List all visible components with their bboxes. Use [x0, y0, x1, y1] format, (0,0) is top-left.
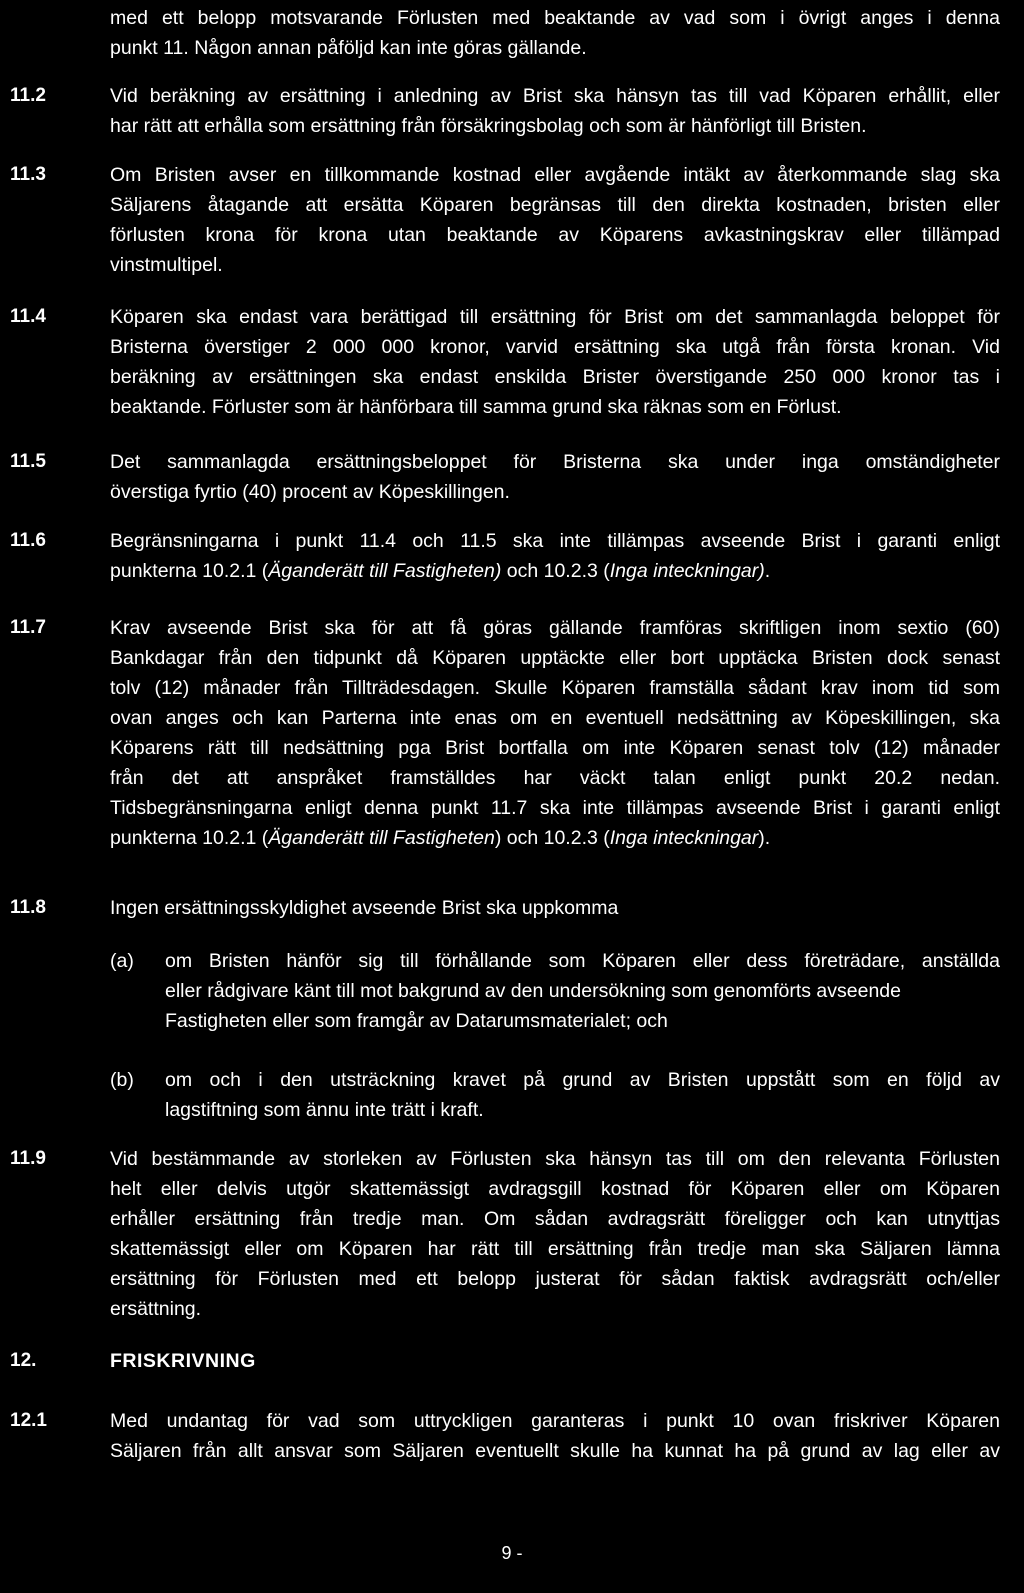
clause-text [110, 160, 1000, 280]
text-line: Begränsningarna i punkt 11.4 och 11.5 ska inte tillämpas avseende Brist i garanti enligt [110, 530, 1000, 552]
sub-item-text [165, 946, 1000, 1036]
clause-number: 11.3 [10, 164, 46, 185]
clause-number: 11.6 [10, 530, 46, 551]
text-line: Bankdagar från den tidpunkt då Köparen upptäckte eller bort upptäcka Bristen dock senast [110, 647, 1000, 669]
text-line: Säljarens åtagande att ersätta Köparen begränsas till den direkta kostnaden, bristen eller [110, 194, 1000, 216]
text-line: beaktande. Förluster som är hänförbara till samma grund ska räknas som en Förlust. [110, 396, 842, 418]
clause-number: 11.7 [10, 617, 46, 638]
text-line: Vid bestämmande av storleken av Förlusten ska hänsyn tas till om den relevanta Förlusten [110, 1148, 1000, 1170]
text-line [110, 823, 1000, 853]
section-heading-text [110, 1346, 1000, 1376]
sub-item-label: (b) [110, 1069, 134, 1091]
clause-number: 11.9 [10, 1148, 46, 1169]
sub-item-label: (a) [110, 950, 134, 972]
text-line: eller rådgivare känt till mot bakgrund av den undersökning som genomförts avseende [165, 980, 902, 1002]
text-run: punkterna 10.2.1 ( [110, 560, 269, 582]
text-line: Om Bristen avser en tillkommande kostnad eller avgående intäkt av återkommande slag ska [110, 164, 1000, 186]
text-run: ) och 10.2.3 ( [494, 827, 610, 849]
text-line: Krav avseende Brist ska för att få göras gällande framföras skriftligen inom sextio (60) [110, 617, 1000, 639]
text-line: skattemässigt eller om Köparen har rätt till ersättning från tredje man ska Säljaren lämna [110, 1238, 1000, 1260]
sub-item-text [165, 1065, 1000, 1125]
text-run: och 10.2.3 ( [501, 560, 610, 582]
text-line: med ett belopp motsvarande Förlusten med beaktande av vad som i övrigt anges i denna [110, 7, 1000, 29]
section-title: FRISKRIVNING [110, 1350, 256, 1372]
clause-text [110, 302, 1000, 422]
text-line: ersättning för Förlusten med ett belopp justerat för sådan faktisk avdragsrätt och/eller [110, 1268, 1000, 1290]
text-line: punkt 11. Någon annan påföljd kan inte göras gällande. [110, 37, 587, 59]
clause-number: 11.5 [10, 451, 46, 472]
text-line [110, 556, 1000, 586]
text-run: ). [758, 827, 771, 849]
text-line: ersättning. [110, 1298, 202, 1320]
text-line: erhåller ersättning från tredje man. Om sådan avdragsrätt föreligger och kan utnyttjas [110, 1208, 1000, 1230]
text-line: beräkning av ersättningen ska endast enskilda Brister överstigande 250 000 kronor tas i [110, 366, 1000, 388]
page-number: 9 - [501, 1543, 523, 1563]
clause-number: 11.4 [10, 306, 46, 327]
text-line: överstiga fyrtio (40) procent av Köpeskillingen. [110, 481, 510, 503]
text-line: Fastigheten eller som framgår av Datarumsmaterialet; och [165, 1010, 668, 1032]
defined-term-italic: Inga inteckningar) [609, 560, 765, 582]
text-line: har rätt att erhålla som ersättning från försäkringsbolag och som är hänförligt till Bristen. [110, 115, 867, 137]
text-line: Vid beräkning av ersättning i anledning av Brist ska hänsyn tas till vad Köparen erhållit, eller [110, 85, 1000, 107]
text-line: Ingen ersättningsskyldighet avseende Brist ska uppkomma [110, 897, 619, 919]
defined-term-italic: Äganderätt till Fastigheten [268, 827, 495, 849]
text-run: punkterna 10.2.1 ( [110, 827, 269, 849]
section-number: 12. [10, 1350, 37, 1371]
clause-text [110, 1406, 1000, 1466]
text-line: tolv (12) månader från Tillträdesdagen. Skulle Köparen framställa sådant krav inom tid som [110, 677, 1000, 699]
text-line: Bristerna överstiger 2 000 000 kronor, varvid ersättning ska utgå från första kronan. Vid [110, 336, 1000, 358]
text-line: ovan anges och kan Parterna inte enas om en eventuell nedsättning av Köpeskillingen, ska [110, 707, 1000, 729]
paragraph-text [110, 3, 1000, 63]
defined-term-italic: Äganderätt till Fastigheten) [268, 560, 502, 582]
text-line: Tidsbegränsningarna enligt denna punkt 11.7 ska inte tillämpas avseende Brist i garanti enligt [110, 797, 1000, 819]
clause-text [110, 447, 1000, 507]
text-line: helt eller delvis utgör skattemässigt avdragsgill kostnad för Köparen eller om Köparen [110, 1178, 1000, 1200]
clause-number: 11.2 [10, 85, 46, 106]
text-line: Det sammanlagda ersättningsbeloppet för Bristerna ska under inga omständigheter [110, 451, 1000, 473]
clause-text [110, 1144, 1000, 1324]
text-line: Köparen ska endast vara berättigad till ersättning för Brist om det sammanlagda beloppet för [110, 306, 1000, 328]
clause-text [110, 81, 1000, 141]
text-line: Säljaren från allt ansvar som Säljaren eventuellt skulle ha kunnat ha på grund av lag eller av [110, 1440, 1000, 1462]
text-line: lagstiftning som ännu inte trätt i kraft. [165, 1099, 484, 1121]
clause-number: 11.8 [10, 897, 46, 918]
text-line: från det att anspråket framställdes har väckt talan enligt punkt 20.2 nedan. [110, 767, 1000, 789]
text-line: Köparens rätt till nedsättning pga Brist bortfalla om inte Köparen senast tolv (12) månader [110, 737, 1000, 759]
text-line: vinstmultipel. [110, 254, 223, 276]
text-line: Med undantag för vad som uttryckligen garanteras i punkt 10 ovan friskriver Köparen [110, 1410, 1000, 1432]
text-line: om och i den utsträckning kravet på grund av Bristen uppstått som en följd av [165, 1069, 1000, 1091]
text-line: om Bristen hänför sig till förhållande som Köparen eller dess företrädare, anställda [165, 950, 1000, 972]
text-run: . [764, 560, 771, 582]
clause-text [110, 893, 1000, 923]
clause-text [110, 526, 1000, 586]
defined-term-italic: Inga inteckningar [609, 827, 759, 849]
clause-number: 12.1 [10, 1410, 47, 1431]
text-line: förlusten krona för krona utan beaktande av Köparens avkastningskrav eller tillämpad [110, 224, 1000, 246]
clause-text [110, 613, 1000, 853]
